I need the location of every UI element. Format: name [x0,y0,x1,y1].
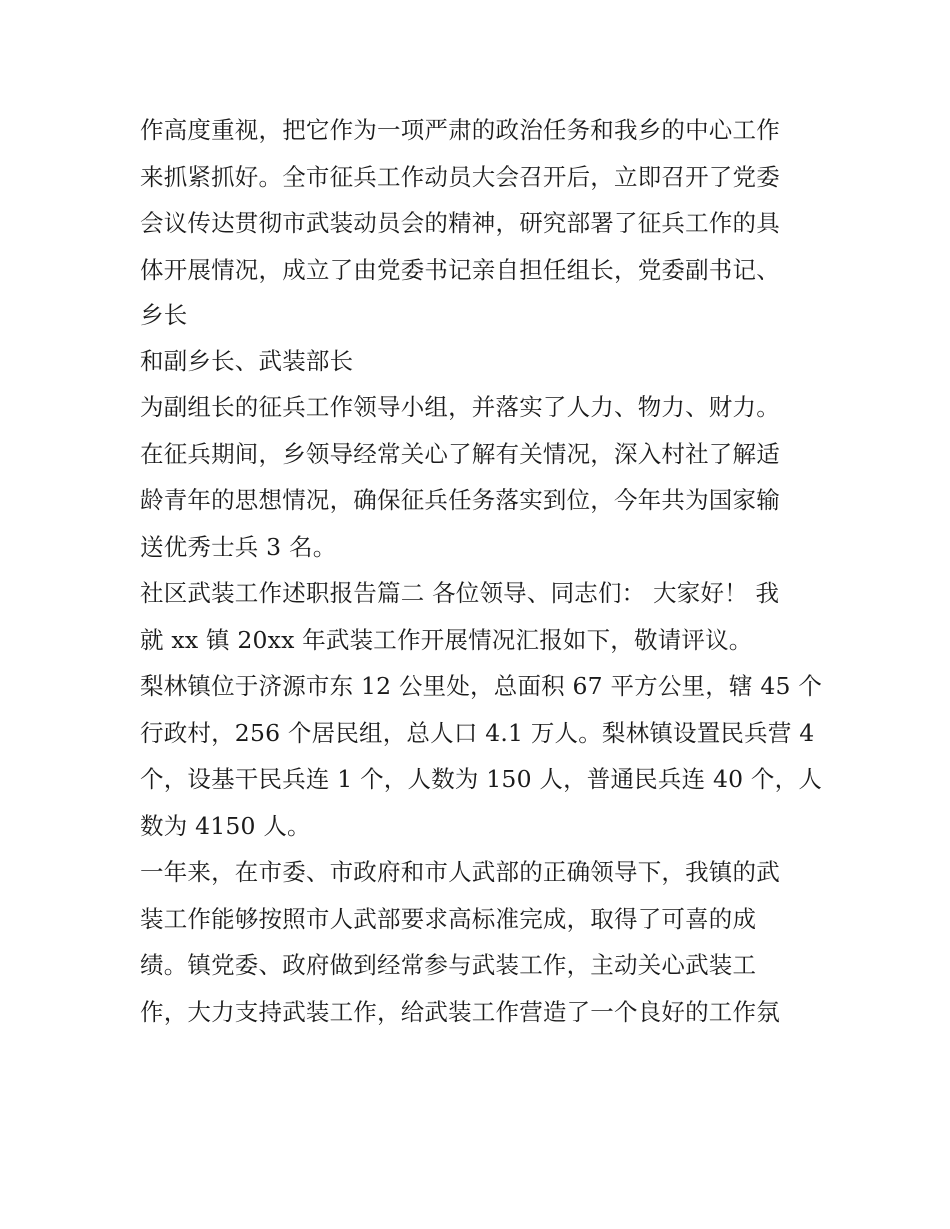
text-line: 作高度重视，把它作为一项严肃的政治任务和我乡的中心工作 [140,116,780,144]
text-line: 和副乡长、武装部长 [140,346,354,375]
text-line: 在征兵期间，乡领导经常关心了解有关情况，深入村社了解适 [140,439,780,468]
text-line: 作，大力支持武装工作，给武装工作营造了一个良好的工作氛 [140,997,780,1026]
text-line: 为副组长的征兵工作领导小组，并落实了人力、物力、财力。 [140,393,780,421]
text-line: 体开展情况，成立了由党委书记亲自担任组长，党委副书记、 [140,255,780,284]
text-line: 就 xx 镇 20xx 年武装工作开展情况汇报如下，敬请评议。 [140,625,753,654]
text-line: 装工作能够按照市人武部要求高标准完成，取得了可喜的成 [140,904,757,933]
document-body [140,107,830,1035]
text-line: 绩。镇党委、政府做到经常参与武装工作，主动关心武装工 [140,951,757,979]
text-line: 会议传达贯彻市武装动员会的精神，研究部署了征兵工作的具 [140,209,780,237]
text-line: 梨林镇位于济源市东 12 公里处，总面积 67 平方公里，辖 45 个 [140,672,823,700]
text-line: 个，设基干民兵连 1 个，人数为 150 人，普通民兵连 40 个，人 [140,765,823,793]
text-line: 社区武装工作述职报告篇二 各位领导、同志们： 大家好！ 我 [140,579,780,607]
text-line: 龄青年的思想情况，确保征兵任务落实到位，今年共为国家输 [140,486,780,514]
text-line: 来抓紧抓好。全市征兵工作动员大会召开后，立即召开了党委 [140,162,780,191]
text-line: 数为 4150 人。 [140,811,311,840]
text-line: 行政村，256 个居民组，总人口 4.1 万人。梨林镇设置民兵营 4 [140,718,815,747]
text-line: 乡长 [140,301,188,329]
text-line: 送优秀士兵 3 名。 [140,532,337,561]
text-line: 一年来，在市委、市政府和市人武部的正确领导下，我镇的武 [140,858,780,886]
